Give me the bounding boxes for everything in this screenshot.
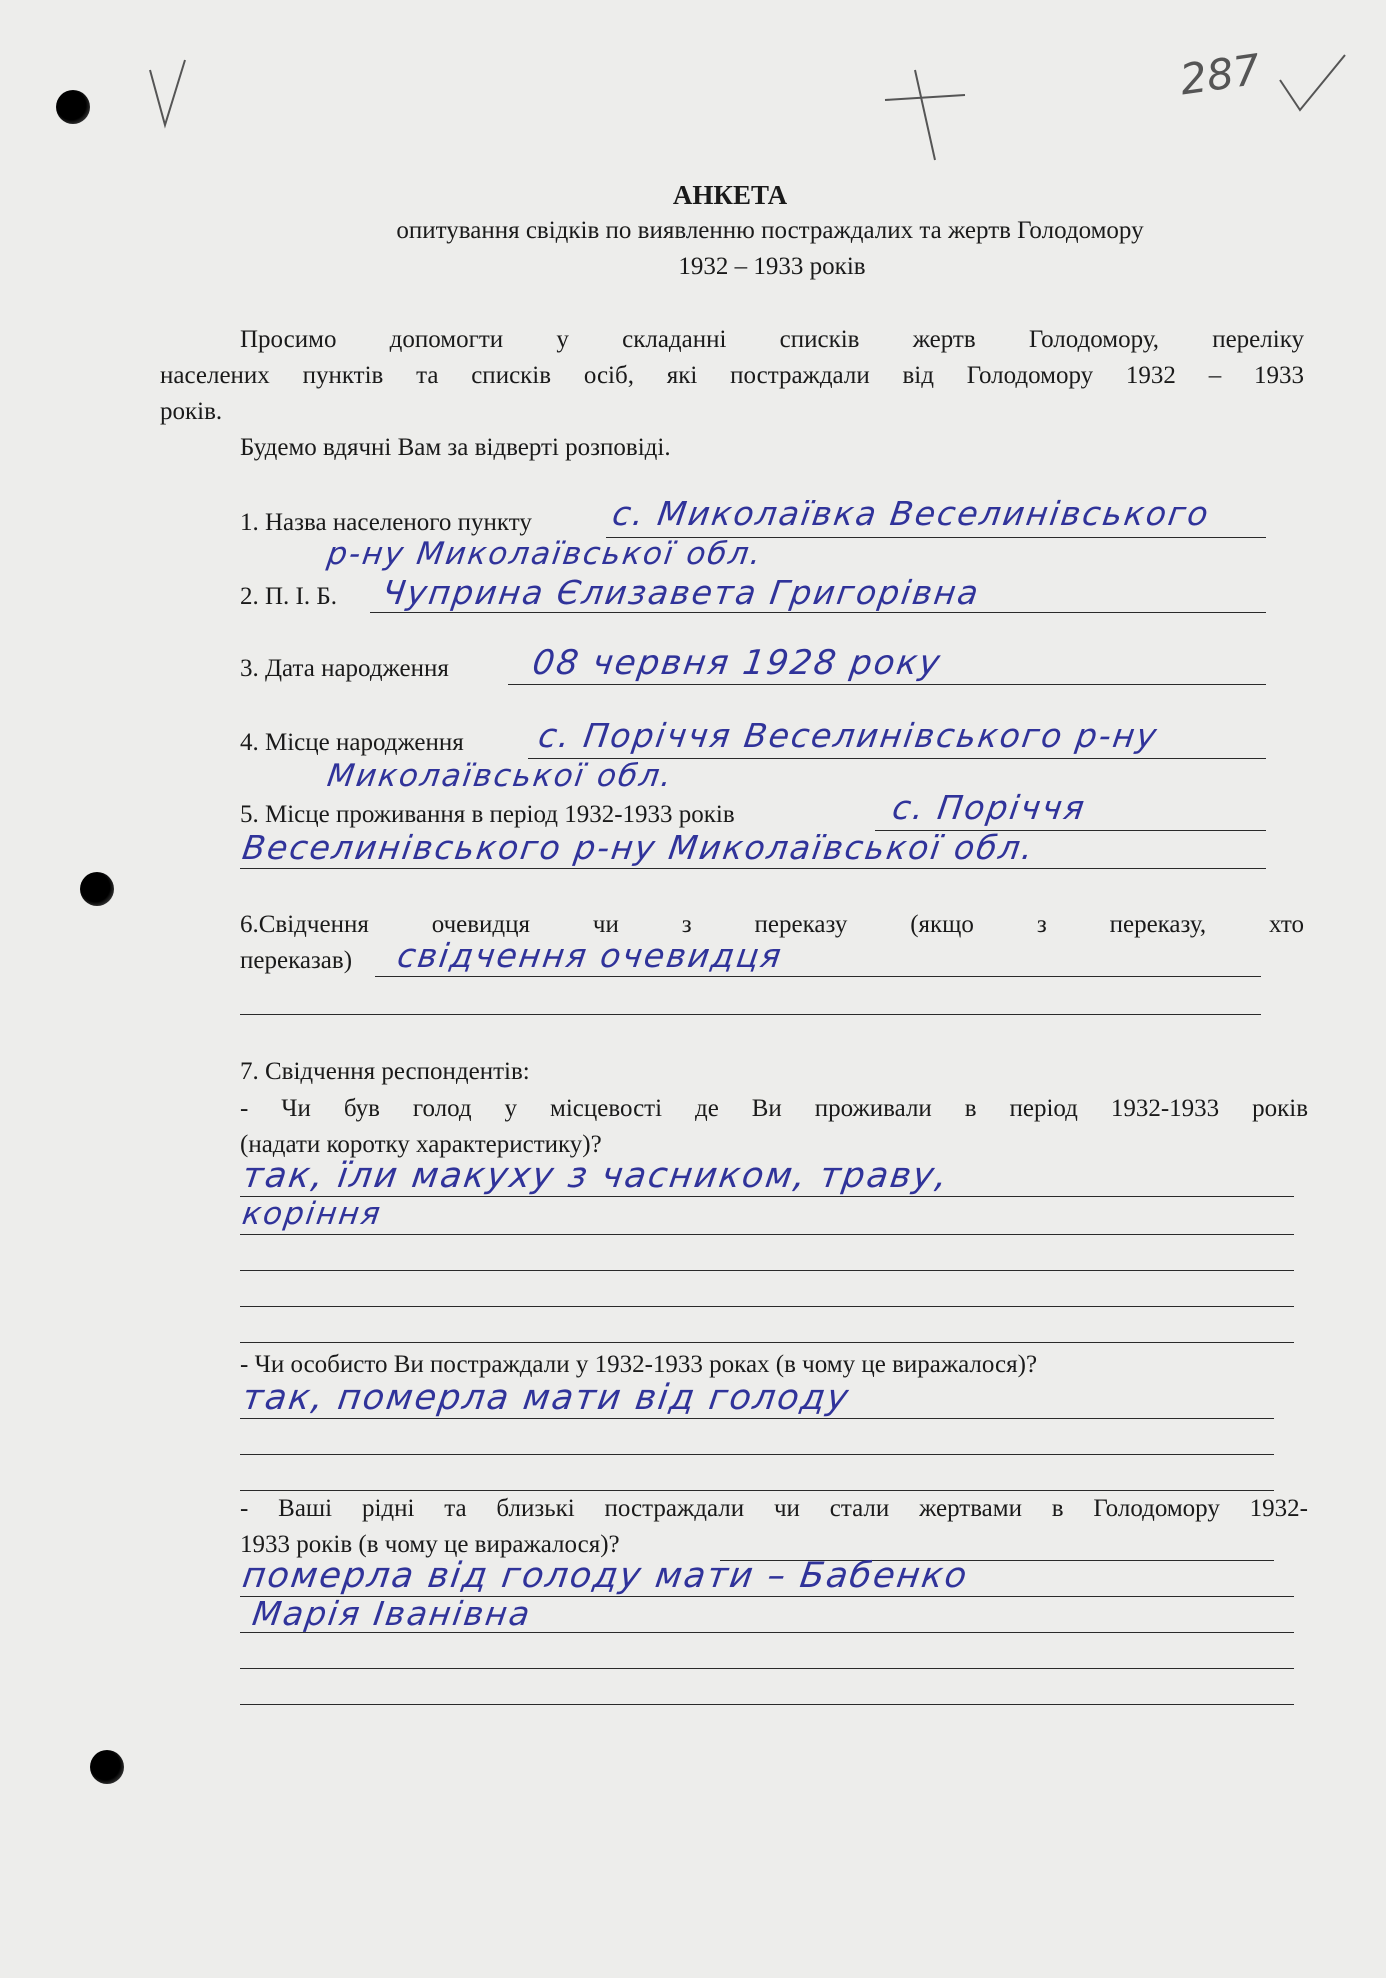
name-answer: Чуприна Єлизавета Григорівна [380, 573, 983, 612]
residence-answer-line-2 [240, 868, 1266, 869]
form-years: 1932 – 1933 років [678, 253, 866, 280]
q1-line-2: (надати коротку характеристику)? [240, 1131, 602, 1158]
birth-date-answer-line [508, 684, 1266, 685]
punch-hole-bottom [90, 1750, 124, 1784]
intro-line-1: Просимо допомогти у складанні списків жертв Голодомору, переліку [240, 326, 1304, 353]
q1-line-1: - Чи був голод у місцевості де Ви проживали в період 1932-1933 років [240, 1095, 1308, 1122]
settlement-answer-2: р-ну Миколаївської обл. [325, 536, 765, 572]
q3-answer-1: померла від голоду мати – Бабенко [240, 1556, 972, 1596]
q2-answer-line-1 [240, 1418, 1274, 1419]
settlement-answer-1: с. Миколаївка Веселинівського [610, 494, 1213, 533]
q3-blank-line-3 [240, 1668, 1294, 1669]
name-label: 2. П. І. Б. [240, 583, 337, 610]
birth-place-answer-2: Миколаївської обл. [325, 758, 676, 794]
checkmark-icon [150, 60, 185, 125]
residence-answer-2: Веселинівського р-ну Миколаївської обл. [240, 828, 1038, 867]
form-subtitle: опитування свідків по виявленню постраждалих та жертв Голодомору [396, 217, 1144, 244]
testimony-type-label-1: 6.Свідчення очевидця чи з переказу (якщо з переказу, хто [240, 911, 1304, 938]
page-number-mark: 287 [1176, 44, 1264, 105]
q1-blank-line-4 [240, 1306, 1294, 1307]
birth-date-answer: 08 червня 1928 року [530, 643, 945, 683]
cross-mark-icon [885, 70, 965, 160]
residence-label: 5. Місце проживання в період 1932-1933 років [240, 801, 735, 828]
q2-blank-line-3 [240, 1490, 1274, 1491]
q2-blank-line-2 [240, 1454, 1274, 1455]
name-answer-line [370, 612, 1266, 613]
q1-blank-line-3 [240, 1270, 1294, 1271]
q1-answer-line-2 [240, 1234, 1294, 1235]
q3-line-1: - Ваші рідні та близькі постраждали чи стали жертвами в Голодомору 1932- [240, 1495, 1308, 1522]
q2-answer-1: так, померла мати від голоду [240, 1378, 853, 1418]
settlement-label: 1. Назва населеного пункту [240, 509, 532, 536]
testimony-type-answer: свідчення очевидця [395, 936, 786, 975]
testimony-type-extra-line [240, 1014, 1261, 1015]
testimony-type-answer-line [375, 976, 1261, 977]
pencil-margin-marks [0, 0, 1386, 200]
form-title: АНКЕТА [672, 180, 788, 210]
q2-line-1: - Чи особисто Ви постраждали у 1932-1933 роках (в чому це виражалося)? [240, 1351, 1038, 1378]
intro-line-3: років. [160, 398, 223, 425]
q1-answer-2: коріння [240, 1196, 385, 1232]
q3-answer-2: Марія Іванівна [250, 1594, 535, 1633]
q3-blank-line-4 [240, 1704, 1294, 1705]
q3-line-2: 1933 років (в чому це виражалося)? [240, 1531, 620, 1558]
q1-answer-line-1 [240, 1196, 1294, 1197]
respondents-heading: 7. Свідчення респондентів: [240, 1058, 530, 1085]
birth-place-answer-1: с. Поріччя Веселинівського р-ну [536, 716, 1161, 755]
q1-blank-line-5 [240, 1342, 1294, 1343]
testimony-type-label-2: переказав) [240, 947, 353, 974]
intro-line-2: населених пунктів та списків осіб, які постраждали від Голодомору 1932 – 1933 [160, 362, 1304, 389]
corner-checkmark-icon [1280, 55, 1345, 110]
intro-thanks: Будемо вдячні Вам за відверті розповіді. [240, 434, 671, 461]
punch-hole-middle [80, 872, 114, 906]
birth-place-label: 4. Місце народження [240, 729, 464, 756]
residence-answer-1: с. Поріччя [890, 788, 1089, 827]
birth-date-label: 3. Дата народження [240, 655, 449, 682]
q1-answer-1: так, їли макуху з часником, траву, [240, 1156, 952, 1196]
